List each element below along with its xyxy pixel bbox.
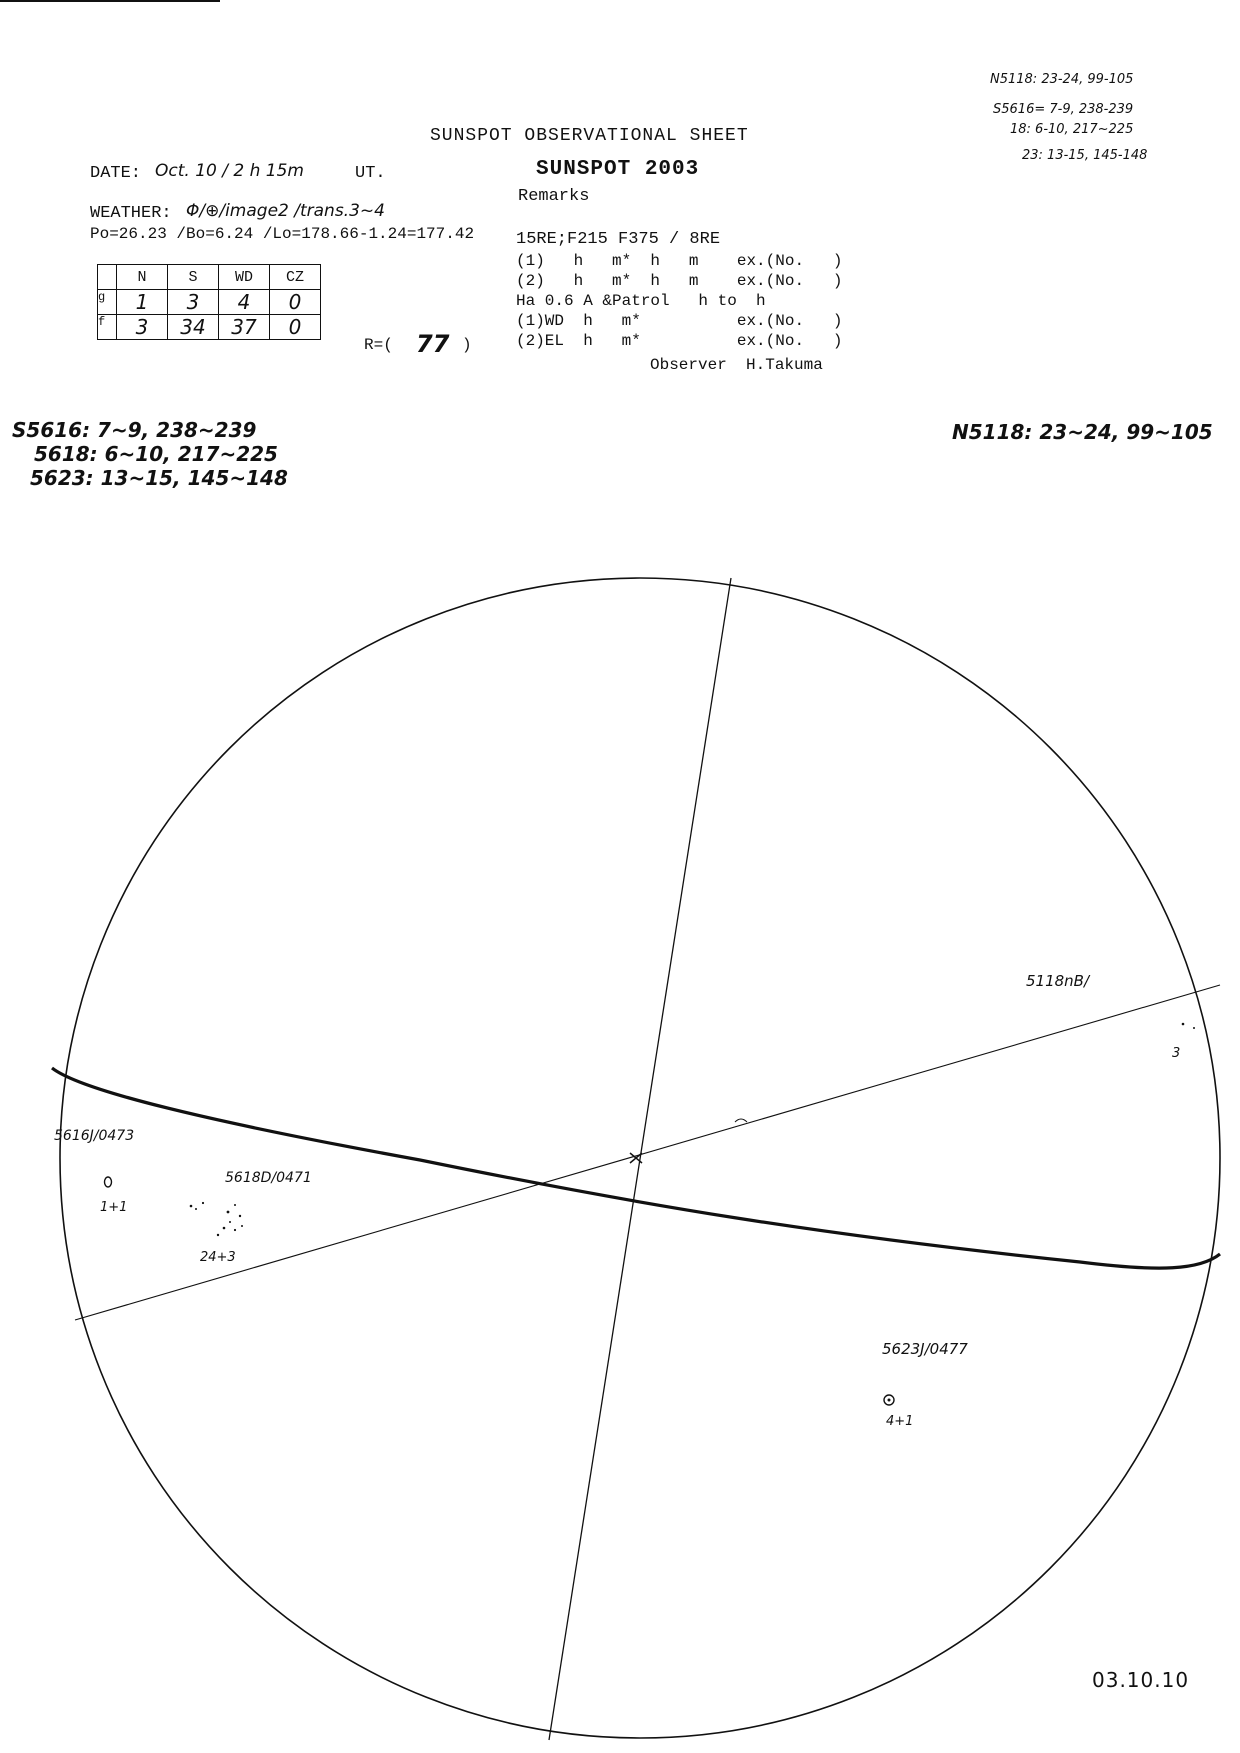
note-tr-4: 23: 13-15, 145-148 (1022, 148, 1148, 163)
sheet-title: SUNSPOT OBSERVATIONAL SHEET (430, 126, 749, 146)
axis-mark (735, 1119, 747, 1122)
remarks-heading: Remarks (518, 187, 590, 206)
spot-5118-label: 5118nB/ (1026, 972, 1090, 990)
ew-axis-line (75, 985, 1220, 1320)
solar-equator-curve (52, 1068, 1220, 1268)
spot-5618-cluster (190, 1202, 243, 1236)
row-label-f: f (98, 315, 117, 340)
solar-parameters: Po=26.23 /Bo=6.24 /Lo=178.66-1.24=177.42 (90, 225, 475, 243)
remarks-line-1: 15RE;F215 F375 / 8RE (516, 230, 721, 249)
remarks-line-2: (1) h m* h m ex.(No. ) (516, 252, 843, 270)
f-wd: 37 (219, 315, 270, 340)
header-cz: CZ (270, 265, 321, 290)
note-tr-3: 18: 6-10, 217~225 (1010, 122, 1134, 137)
f-s: 34 (168, 315, 219, 340)
spot-5616-count: 1+1 (100, 1200, 128, 1215)
date-label: DATE: (90, 164, 142, 183)
remarks-line-4: Ha 0.6 A &Patrol h to h (516, 292, 766, 310)
f-n: 3 (117, 315, 168, 340)
footer-date-stamp: 03.10.10 (1092, 1668, 1190, 1692)
date-value: Oct. 10 / 2 h 15m (155, 161, 304, 181)
sheet-subtitle: SUNSPOT 2003 (536, 158, 700, 181)
spot-5623-label: 5623J/0477 (882, 1340, 968, 1358)
spot-5616-marker (105, 1177, 112, 1187)
remarks-line-5: (1)WD h m* ex.(No. ) (516, 312, 843, 330)
weather-label: WEATHER: (90, 204, 172, 223)
g-s: 3 (168, 290, 219, 315)
note-tr-2: S5616= 7-9, 238-239 (993, 102, 1134, 117)
g-wd: 4 (219, 290, 270, 315)
note-left-3: 5623: 13~15, 145~148 (30, 466, 288, 490)
spot-5618-count: 24+3 (200, 1250, 236, 1265)
g-cz: 0 (270, 290, 321, 315)
spot-5118-dot (1182, 1023, 1185, 1026)
date-ut: UT. (355, 164, 386, 183)
note-left-1: S5616: 7~9, 238~239 (12, 418, 257, 442)
remarks-line-6: (2)EL h m* ex.(No. ) (516, 332, 843, 350)
spot-5623-count: 4+1 (886, 1414, 914, 1429)
r-value: 77 (416, 330, 450, 358)
note-left-2: 5618: 6~10, 217~225 (34, 442, 278, 466)
weather-value: Φ/⊕/image2 /trans.3~4 (186, 201, 385, 221)
observer: Observer H.Takuma (650, 356, 823, 374)
spot-5623-umbra (888, 1399, 891, 1402)
f-cz: 0 (270, 315, 321, 340)
remarks-line-3: (2) h m* h m ex.(No. ) (516, 272, 843, 290)
g-n: 1 (117, 290, 168, 315)
header-n: N (117, 265, 168, 290)
row-label-g: g (98, 290, 117, 315)
r-label: R=( (364, 336, 393, 354)
note-tr-1: N5118: 23-24, 99-105 (990, 72, 1134, 87)
r-close: ) (462, 336, 472, 354)
header-s: S (168, 265, 219, 290)
spot-5118-count: 3 (1172, 1046, 1181, 1061)
spot-5616-label: 5616J/0473 (54, 1128, 135, 1144)
spot-5118-dot (1193, 1027, 1195, 1029)
ns-axis-line (549, 578, 731, 1740)
header-wd: WD (219, 265, 270, 290)
note-right: N5118: 23~24, 99~105 (952, 420, 1213, 444)
spot-5618-label: 5618D/0471 (225, 1170, 312, 1186)
